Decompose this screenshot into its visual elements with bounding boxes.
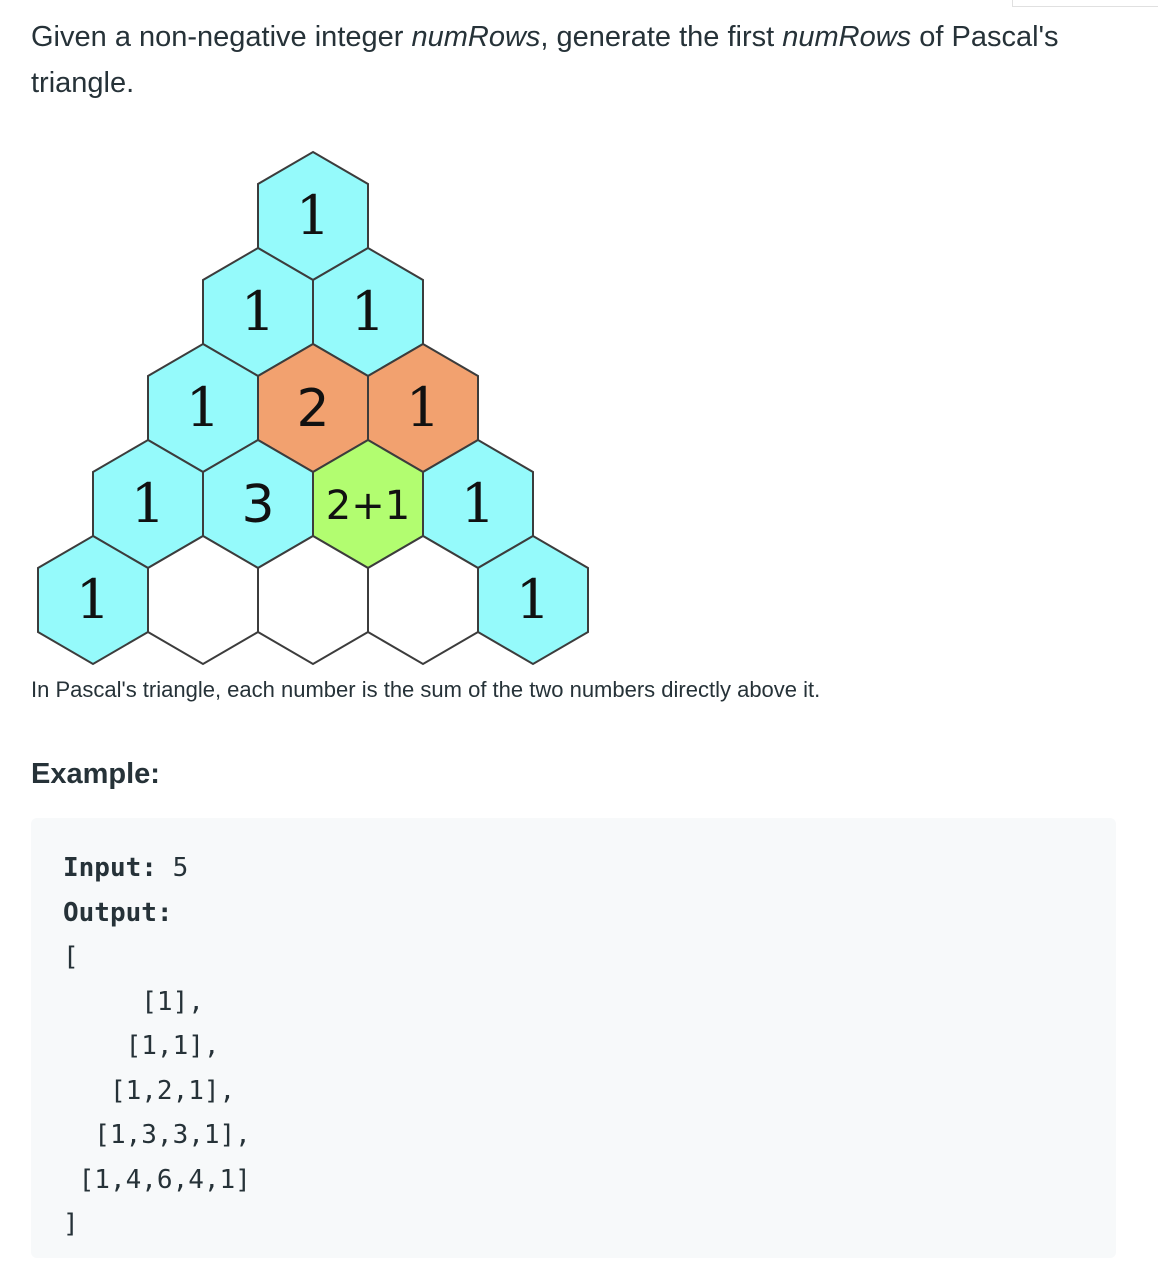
problem-intro	[31, 14, 1121, 106]
input-label: Input:	[63, 853, 157, 883]
hex-value: 1	[75, 568, 111, 631]
output-row: [1,4,6,4,1]	[63, 1164, 251, 1195]
output-row: [1],	[63, 986, 204, 1017]
hex-value: 1	[460, 472, 496, 535]
hex-value: 1	[515, 568, 551, 631]
example-code-block	[31, 818, 1116, 1258]
intro-text-3: of Pascal's triangle.	[31, 21, 1059, 99]
output-row: [	[63, 942, 79, 972]
hex-value: 1	[405, 376, 441, 439]
pascal-triangle-diagram	[37, 136, 602, 671]
output-row: [1,1],	[63, 1031, 220, 1061]
hex-value: 3	[241, 475, 275, 535]
output-row: [1,3,3,1],	[63, 1120, 251, 1150]
input-line	[63, 846, 1084, 891]
intro-term-numrows-2: numRows	[782, 21, 912, 53]
output-label: Output:	[63, 897, 173, 928]
example-heading: Example:	[31, 758, 160, 790]
input-value: 5	[156, 853, 189, 883]
output-line	[63, 891, 1084, 936]
intro-text-2: , generate the first	[540, 21, 783, 53]
output-row: [1,2,1],	[63, 1075, 236, 1106]
pascal-triangle-figure	[37, 136, 602, 671]
hex-value: 1	[295, 184, 331, 247]
top-divider	[1012, 0, 1158, 7]
problem-description	[31, 14, 1121, 1239]
hex-value: 2	[296, 379, 330, 439]
output-row: ]	[63, 1209, 79, 1239]
hex-value: 1	[240, 280, 276, 343]
intro-term-numrows-1: numRows	[411, 21, 541, 53]
figure-caption: In Pascal's triangle, each number is the sum of the two numbers directly above it.	[31, 677, 821, 702]
hex-value: 1	[185, 376, 221, 439]
hex-value: 2+1	[325, 483, 411, 529]
hex-value: 1	[350, 280, 386, 343]
intro-text-1: Given a non-negative integer	[31, 21, 412, 53]
hex-value: 1	[130, 472, 166, 535]
